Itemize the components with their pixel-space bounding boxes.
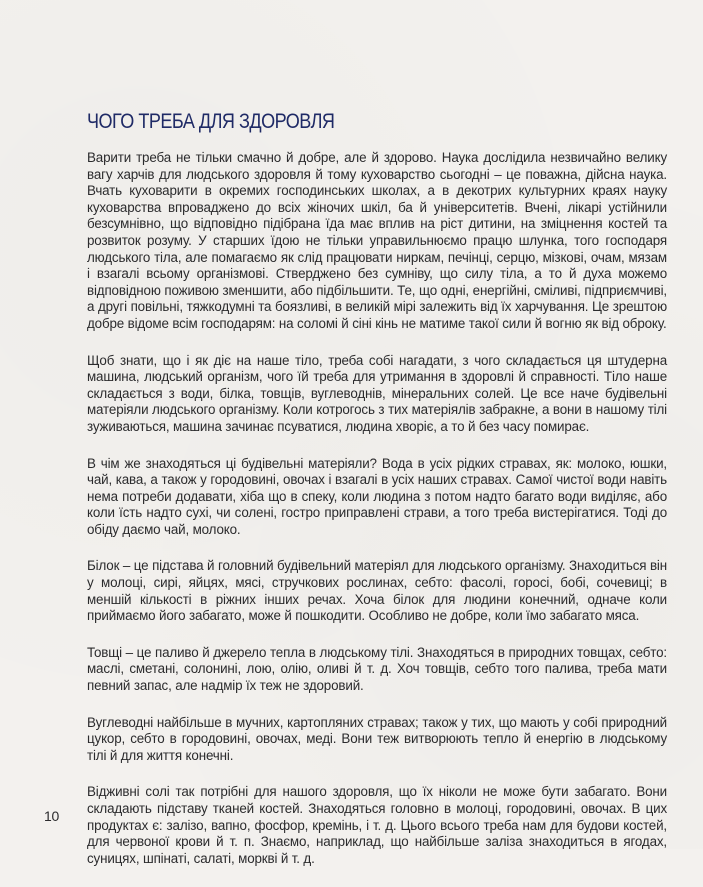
paragraph: В чім же знаходяться ці будівельні матеріяли? Вода в усіх рідких стравах, як: молоко, юшки, чай, кава, а також у городовині, овочах і взагалі в усіх наших стравах. Самої чистої води навіть нема потреби додавати, хіба що в спеку, коли людина з потом надто багато води виділяє, або коли їсть надто сухі, чи солені, гостро приправлені страви, а того треба вистерігатися. Тоді до обіду даємо чай, молоко. xyxy=(87,455,667,537)
paragraph: Білок – це підстава й головний будівельний матеріял для людського організму. Знаходиться він у молоці, сирі, яйцях, мясі, стручкових рослинах, себто: фасолі, горосі, бобі, сочевиці; в меншій кількості в ріжних інших речах. Хоча білок для людини конечний, одначе коли приймаємо його забагато, може й пошкодити. Особливо не добре, коли їмо забагато мяса. xyxy=(87,558,667,624)
page-heading: ЧОГО ТРЕБА ДЛЯ ЗДОРОВЛЯ xyxy=(87,110,335,133)
paragraph: Товщі – це паливо й джерело тепла в людському тілі. Знаходяться в природних товщах, себто: маслі, сметані, солонині, лою, олію, оливі й т. д. Хоч товщів, себто того палива, треба мати певний запас, але надмір їх теж не здоровий. xyxy=(87,644,667,694)
paragraph: Вуглеводні найбільше в мучних, картопляних стравах; також у тих, що мають у собі природний цукор, себто в городовині, овочах, меді. Вони теж витворюють тепло й енергію в людському тілі й для життя конечні. xyxy=(87,714,667,763)
paragraph: Варити треба не тільки смачно й добре, але й здорово. Наука дослідила незвичайно велику вагу харчів для людського здоровля й тому куховарство сьогодні – це поважна, дійсна наука. Вчать куховарити в окремих господинських школах, а в декотрих культурних краях науку куховарства впроваджено до всіх жіночих шкіл, ба й університетів. Вчені, лікарі устійнили безсумнівно, що відповідно підібрана їда має вплив на ріст дитини, на зміцнення костей та розвиток розуму. У старших їдою не тільки управильнюємо працю шлунка, того господаря людського тіла, але помагаємо як слід працювати ниркам, печінці, серцю, мізкові, очам, мязам і взагалі всьому організмові. Стверджено без сумніву, що силу тіла, а то й духа можемо відповідною поживою зменшити, або підбільшити. Те, що одні, енергійні, сміливі, підприємчиві, а другі повільні, тяжкодумні та боязливі, в великій мірі залежить від їх харчування. Це зрештою добре відоме всім господарям: на соломі й сіні кінь не матиме такої сили й вогню як від оброку. xyxy=(87,150,667,331)
page-number: 10 xyxy=(44,808,59,824)
paragraph: Щоб знати, що і як діє на наше тіло, треба собі нагадати, з чого складається ця штудерна машина, людський організм, чого їй треба для утримання в здоровлі й справності. Тіло наше складається з води, білка, товщів, вуглеводнів, мінеральних солей. Це все наче будівельні матеріяли людського організму. Коли котрогось з тих матеріялів забракне, а вони в нашому тілі зуживаються, машина зачинає псуватися, людина хворіє, а то й без часу помирає. xyxy=(87,352,667,434)
text-column xyxy=(87,150,667,887)
paragraph: Відживні солі так потрібні для нашого здоровля, що їх ніколи не може бути забагато. Вони складають підставу тканей костей. Знаходяться головно в молоці, городовині, овочах. В цих продуктах є: залізо, вапно, фосфор, кремінь, і т. д. Цього всього треба нам для будови костей, для червоної крови й т. п. Знаємо, наприклад, що найбільше заліза знаходиться в ягодах, суницях, шпінаті, салаті, моркві й т. д. xyxy=(87,784,667,866)
